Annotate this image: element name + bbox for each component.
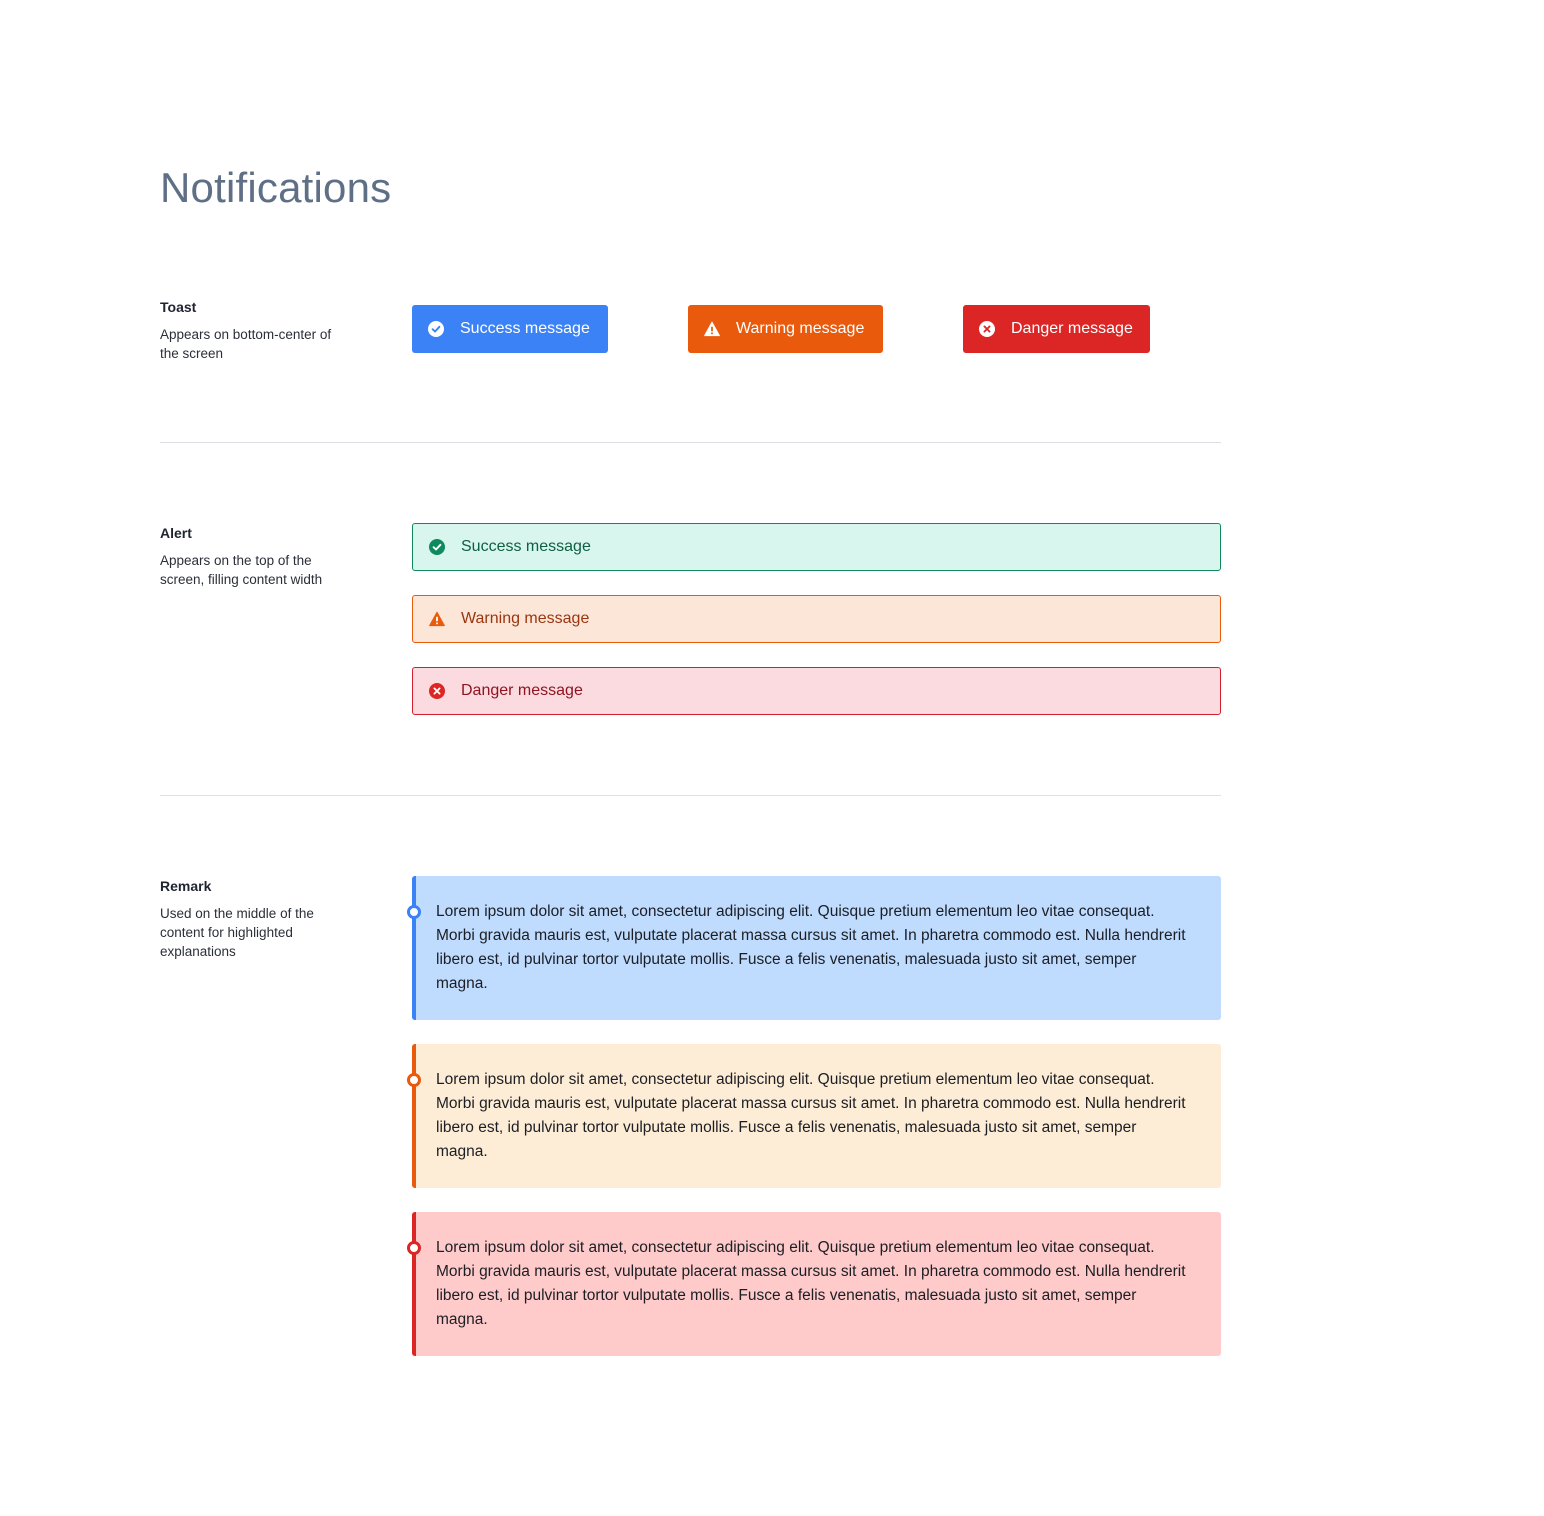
alert-section-title: Alert bbox=[160, 525, 192, 541]
x-circle-icon bbox=[979, 321, 995, 337]
alert-section-label bbox=[160, 524, 360, 589]
alert-section-description: Appears on the top of the screen, filling content width bbox=[160, 553, 323, 587]
alert-danger[interactable] bbox=[412, 667, 1221, 715]
remark-marker-icon bbox=[407, 905, 421, 919]
section-divider bbox=[160, 442, 1221, 443]
section-divider bbox=[160, 795, 1221, 796]
remark-accent-bar bbox=[412, 1212, 416, 1356]
remark-marker-icon bbox=[407, 1241, 421, 1255]
remark-text: Lorem ipsum dolor sit amet, consectetur adipiscing elit. Quisque pretium elementum leo vitae consequat. Morbi gravida mauris est, vulputate placerat massa cursus sit amet. In pharetra commodo est. Nulla hendrerit libero est, id pulvinar tortor vulputate mollis. Fusce a felis venenatis, malesuada justo sit amet, semper magna. bbox=[436, 903, 1186, 992]
remark-section-label bbox=[160, 877, 360, 961]
remark-text: Lorem ipsum dolor sit amet, consectetur adipiscing elit. Quisque pretium elementum leo vitae consequat. Morbi gravida mauris est, vulputate placerat massa cursus sit amet. In pharetra commodo est. Nulla hendrerit libero est, id pulvinar tortor vulputate mollis. Fusce a felis venenatis, malesuada justo sit amet, semper magna. bbox=[436, 1071, 1186, 1160]
remark-section-description: Used on the middle of the content for highlighted explanations bbox=[160, 906, 314, 959]
toast-danger-label: Danger message bbox=[1011, 320, 1133, 337]
remark-section-title: Remark bbox=[160, 878, 212, 894]
page-title: Notifications bbox=[160, 164, 392, 211]
alert-success-label: Success message bbox=[461, 538, 591, 555]
toast-success-label: Success message bbox=[460, 320, 590, 337]
remark-accent-bar bbox=[412, 876, 416, 1020]
remark-marker-icon bbox=[407, 1073, 421, 1087]
x-circle-icon bbox=[429, 683, 445, 699]
toast-section-label bbox=[160, 298, 360, 363]
check-circle-icon bbox=[429, 539, 445, 555]
remark-danger bbox=[412, 1212, 1221, 1356]
toast-success[interactable] bbox=[412, 305, 608, 353]
toast-warning[interactable] bbox=[688, 305, 883, 353]
remark-text: Lorem ipsum dolor sit amet, consectetur adipiscing elit. Quisque pretium elementum leo vitae consequat. Morbi gravida mauris est, vulputate placerat massa cursus sit amet. In pharetra commodo est. Nulla hendrerit libero est, id pulvinar tortor vulputate mollis. Fusce a felis venenatis, malesuada justo sit amet, semper magna. bbox=[436, 1239, 1186, 1328]
alert-warning-label: Warning message bbox=[461, 610, 590, 627]
toast-section-description: Appears on bottom-center of the screen bbox=[160, 327, 332, 361]
alert-danger-label: Danger message bbox=[461, 682, 583, 699]
remark-info bbox=[412, 876, 1221, 1020]
warning-triangle-icon bbox=[704, 321, 720, 337]
remark-warning bbox=[412, 1044, 1221, 1188]
remark-accent-bar bbox=[412, 1044, 416, 1188]
toast-section-title: Toast bbox=[160, 299, 197, 315]
toast-warning-label: Warning message bbox=[736, 320, 865, 337]
alert-warning[interactable] bbox=[412, 595, 1221, 643]
warning-triangle-icon bbox=[429, 611, 445, 627]
toast-danger[interactable] bbox=[963, 305, 1150, 353]
alert-success[interactable] bbox=[412, 523, 1221, 571]
check-circle-icon bbox=[428, 321, 444, 337]
